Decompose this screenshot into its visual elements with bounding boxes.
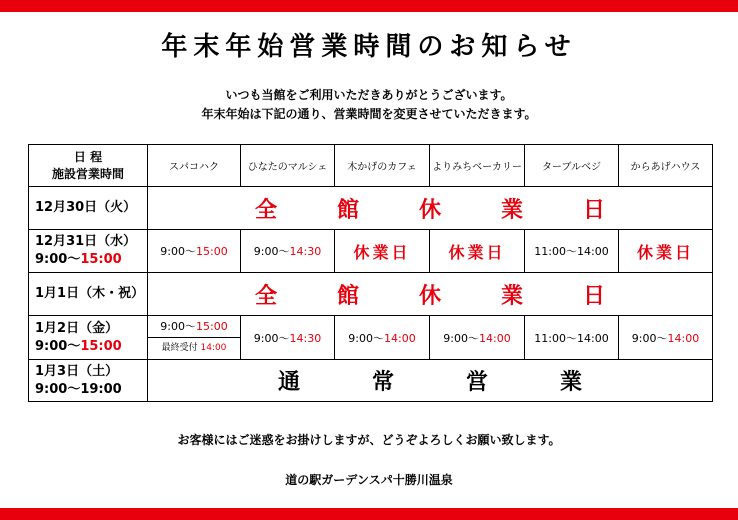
shop-5-hours: 11:00～14:00 (525, 230, 619, 273)
close-time: 14:00 (667, 331, 700, 345)
shop-3-hours (335, 316, 430, 360)
header-shop-4: よりみちベーカリー (430, 145, 525, 187)
last-entry (148, 337, 240, 359)
header-hours-label: 施設営業時間 (51, 166, 124, 181)
page-title: 年末年始営業時間のお知らせ (161, 32, 577, 62)
all-closed-label: 全館休業日 (148, 187, 713, 230)
header-shop-2: ひなたのマルシェ (241, 145, 335, 187)
shop-6-hours (619, 316, 713, 360)
header-date-label: 日 程 (73, 149, 103, 164)
open-time: 9:00～ (443, 331, 479, 345)
row-jan-01 (29, 273, 713, 316)
date-cell (29, 360, 148, 402)
close-time: 15:00 (196, 320, 228, 333)
open-hours (148, 316, 240, 337)
top-red-bar (0, 0, 738, 12)
close-time: 14:00 (479, 331, 511, 345)
date-cell: 1月1日（木・祝） (29, 273, 148, 316)
shop-2-hours (241, 230, 335, 273)
header-row (29, 145, 713, 187)
close-time: 15:00 (196, 245, 228, 258)
intro-line-2: 年末年始は下記の通り、営業時間を変更させていただきます。 (201, 107, 537, 121)
open-time: 9:00～ (160, 245, 196, 258)
close-time: 14:00 (384, 331, 416, 345)
intro-line-1: いつも当館をご利用いただきありがとうございます。 (225, 88, 513, 102)
bottom-red-bar (0, 508, 738, 520)
row-dec-30 (29, 187, 713, 230)
footer-signature: 道の駅ガーデンスパ十勝川温泉 (285, 473, 453, 487)
row-jan-03 (29, 360, 713, 402)
close-time: 14:30 (289, 245, 322, 258)
date-cell (29, 230, 148, 273)
intro-text (0, 86, 738, 124)
date-cell: 12月30日（火） (29, 187, 148, 230)
last-entry-time: 14:00 (200, 343, 227, 353)
open-time: 9:00～ (253, 245, 290, 258)
all-closed-label: 全館休業日 (148, 273, 713, 316)
facility-hours: 9:00～19:00 (35, 381, 122, 397)
shop-6-closed: 休業日 (619, 230, 713, 273)
date-cell (29, 316, 148, 360)
facility-hours (35, 338, 147, 356)
normal-hours-label: 通常営業 (148, 360, 713, 402)
open-time: 9:00～ (348, 331, 384, 345)
row-dec-31 (29, 230, 713, 273)
date-label: 1月2日（金） (35, 320, 119, 336)
open-time: 9:00～ (160, 320, 196, 333)
open-time: 9:00～ (253, 331, 290, 345)
hours-open: 9:00～ (35, 252, 81, 267)
shop-2-hours (241, 316, 335, 360)
row-jan-02 (29, 316, 713, 360)
schedule-table (28, 144, 713, 402)
header-shop-6: からあげハウス (619, 145, 713, 187)
hours-close: 15:00 (80, 338, 122, 354)
footer-message: お客様にはご迷惑をお掛けしますが、どうぞよろしくお願い致します。 (177, 433, 561, 447)
hours-close: 15:00 (80, 252, 122, 267)
hours-open: 9:00～ (35, 338, 81, 354)
shop-1-hours (148, 230, 241, 273)
shop-5-hours: 11:00～14:00 (525, 316, 619, 360)
shop-3-closed: 休業日 (335, 230, 430, 273)
shop-4-closed: 休業日 (430, 230, 525, 273)
last-entry-label: 最終受付 (161, 343, 198, 353)
shop-1-hours (148, 316, 241, 360)
close-time: 14:30 (289, 331, 322, 345)
date-label: 1月3日（土） (35, 363, 119, 379)
header-shop-3: 木かげのカフェ (335, 145, 430, 187)
header-date-cell (29, 145, 148, 187)
date-label: 12月31日（水） (35, 234, 137, 249)
shop-4-hours (430, 316, 525, 360)
open-time: 9:00～ (631, 331, 668, 345)
header-shop-5: ターブルベジ (525, 145, 619, 187)
facility-hours (35, 251, 147, 269)
header-shop-1: スパコハク (148, 145, 241, 187)
